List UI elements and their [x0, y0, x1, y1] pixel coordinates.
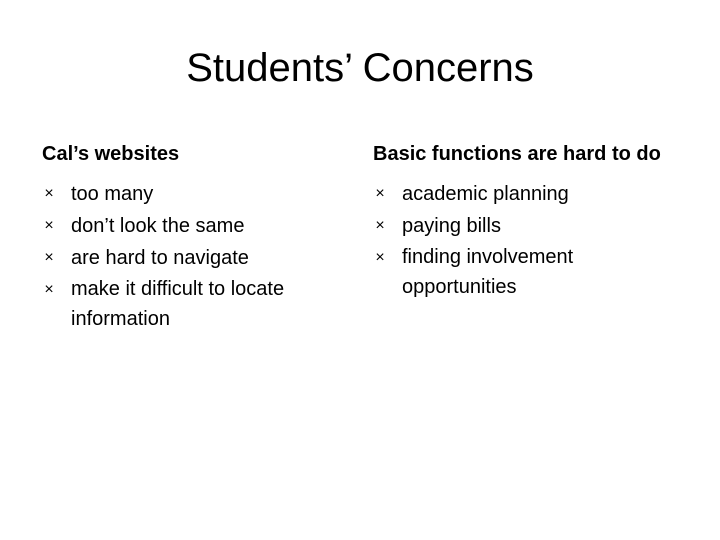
list-item — [373, 210, 703, 242]
list-item-text: finding involvement opportunities — [402, 246, 574, 298]
x-mark-icon: × — [375, 185, 385, 202]
x-mark-icon: × — [44, 185, 54, 202]
right-column-header: Basic functions are hard to do — [373, 143, 661, 165]
list-item — [42, 274, 361, 334]
slide-title: Students’ Concerns — [186, 46, 534, 90]
list-item-text: make it difficult to locate information — [71, 278, 285, 330]
x-mark-icon: × — [44, 249, 54, 266]
list-item-text: paying bills — [402, 215, 501, 237]
list-item — [373, 242, 642, 302]
left-column-header: Cal’s websites — [42, 143, 180, 165]
left-bullet-list — [42, 178, 362, 334]
x-mark-icon: × — [44, 281, 54, 298]
list-item-text: academic planning — [402, 183, 569, 205]
list-item-text: too many — [71, 183, 154, 205]
list-item — [373, 178, 703, 210]
list-item-text: are hard to navigate — [71, 247, 249, 269]
list-item — [42, 210, 362, 242]
list-item — [42, 242, 362, 274]
right-column — [373, 140, 703, 302]
right-bullet-list — [373, 178, 703, 302]
list-item-text: don’t look the same — [71, 215, 245, 237]
x-mark-icon: × — [375, 249, 385, 266]
list-item — [42, 178, 362, 210]
left-column — [42, 140, 362, 334]
x-mark-icon: × — [44, 217, 54, 234]
x-mark-icon: × — [375, 217, 385, 234]
